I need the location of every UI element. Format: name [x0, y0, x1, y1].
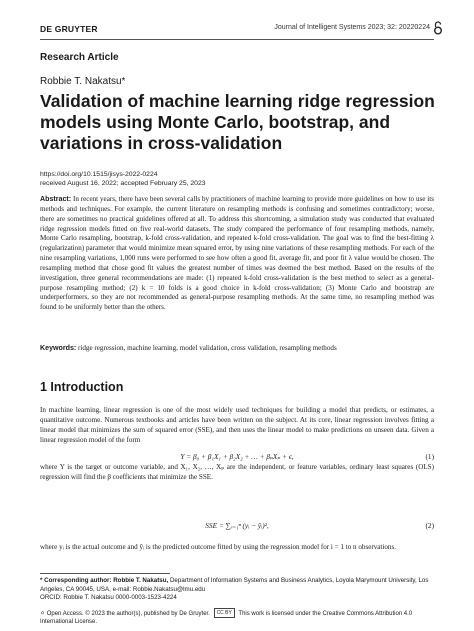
cc-by-badge[interactable]: CC BY [214, 608, 235, 618]
footnote-rule [40, 573, 170, 574]
corresponding-author-footnote [40, 577, 434, 603]
license-line [40, 608, 434, 626]
abstract [40, 195, 434, 313]
header-rule [40, 39, 434, 40]
doi-link[interactable]: https://doi.org/10.1515/jisys-2022-0224 [40, 171, 158, 178]
equation-2-number: (2) [425, 521, 434, 530]
license-oa-icon: ⚪ [40, 611, 46, 617]
intro-paragraph-3: where yᵢ is the actual outcome and ŷᵢ is the predicted outcome fitted by using the regression model for i = 1 to n observations. [40, 543, 396, 551]
article-type: Research Article [40, 52, 119, 63]
open-access-icon [433, 21, 443, 35]
license-prefix: Open Access. © 2023 the author(s), published by De Gruyter. [46, 611, 210, 617]
equation-2-expression: SSE = ∑ᵢ₌₁ⁿ (yᵢ − ŷᵢ)², [205, 521, 269, 530]
received-dates: received August 16, 2022; accepted February 25, 2023 [40, 180, 206, 187]
publisher-name: DE GRUYTER [40, 24, 98, 34]
license-suffix: This work is licensed under the Creative Commons Attribution 4.0 International License. [40, 611, 413, 626]
abstract-text: In recent years, there have been several calls by practitioners of machine learning to provide more guidelines on how to use its methods and techniques. For example, the current literature on resampling methods is confusing and sometimes contradictory; worse, there are sometimes no practical guidelines offered at all. To address this shortcoming, a simulation study was conducted that evaluated ridge regression models fitted on five real-world datasets. The study compared the performance of four resampling methods, namely, Monte Carlo resampling, bootstrap, k-fold cross-validation, and repeated k-fold cross-validation. The goal was to find the best-fitting λ (regularization) parameter that would minimize mean squared error, by using nine variations of these resampling methods. For each of the nine resampling variations, 1,000 runs were performed to see how often a good fit, average fit, and poor fit λ value would be chosen. The resampling method that chose good fit values the greatest number of times was deemed the best method. Based on the results of the investigation, three general recommendations are made: (1) repeated k-fold cross-validation is the best method to select as a general-purpose resampling method; (2) k = 10 folds is a good choice in k-fold cross-validation; (3) Monte Carlo and bootstrap are underperformers, so they are not recommended as general-purpose resampling methods. At the same time, no resampling method was found to be uniformly better than the others. [40, 195, 434, 312]
equation-1-expression: Y = β₀ + β₁X₁ + β₂X₂ + … + βₚXₚ + ϵ, [180, 452, 294, 461]
equation-1-number: (1) [425, 452, 434, 461]
section-heading: 1 Introduction [40, 380, 124, 394]
article-title: Validation of machine learning ridge regression models using Monte Carlo, bootstrap, and variations in cross-validation [40, 91, 435, 153]
orcid: ORCID: Robbie T. Nakatsu 0000-0003-1523-4224 [40, 594, 177, 602]
author-name: Robbie T. Nakatsu* [40, 76, 126, 87]
footnote-text: Department of Information Systems and Business Analytics, Loyola Marymount University, Los Angeles, CA 90045, USA, e-mail: Robbie.Nakatsu@lmu.edu [40, 577, 429, 593]
publication-info [40, 170, 206, 188]
footnote-label: * Corresponding author: Robbie T. Nakatsu, [40, 577, 169, 584]
keywords-text: ridge regression, machine learning, model validation, cross validation, resampling methods [78, 344, 337, 352]
abstract-label: Abstract: [40, 195, 72, 203]
keywords [40, 344, 434, 354]
intro-paragraph-2: where Y is the target or outcome variable, and X₁, X₂, …, Xₚ are the independent, or feature variables, ordinary least squares (OLS) regression will find the β coefficients that minimize the SSE. [40, 463, 434, 481]
journal-citation: Journal of Intelligent Systems 2023; 32: 20220224 [274, 24, 430, 31]
keywords-label: Keywords: [40, 344, 77, 352]
intro-paragraph-1: In machine learning, linear regression is one of the most widely used techniques for building a model that predicts, or estimates, a quantitative outcome. Numerous textbooks and articles have been written on the subject. At its core, linear regression involves fitting a linear model that minimizes the sum of squared error (SSE), and then uses the linear model to make predictions on unseen data. Given a linear regression model of the form [40, 406, 434, 444]
